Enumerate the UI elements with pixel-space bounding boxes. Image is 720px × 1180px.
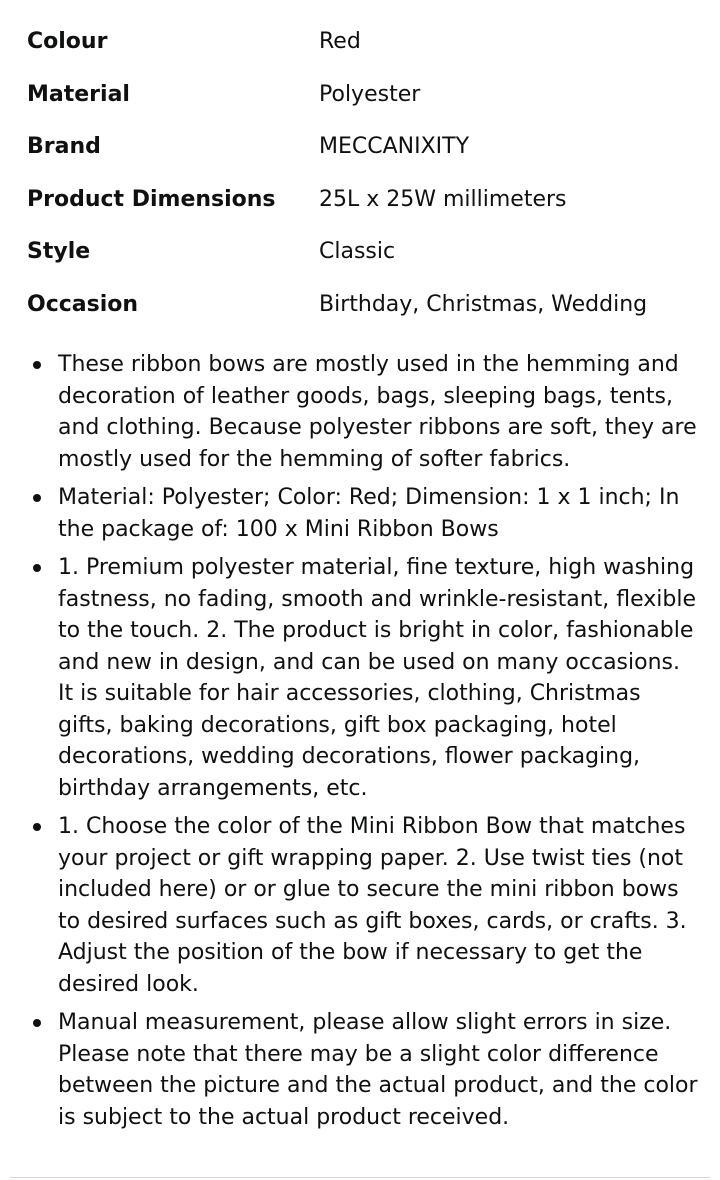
spec-label: Style — [27, 239, 91, 264]
list-item — [27, 1007, 699, 1133]
spec-label: Product Dimensions — [27, 186, 276, 212]
bullet-icon — [33, 1019, 41, 1027]
list-item — [27, 349, 699, 475]
bullet-text: 1. Choose the color of the Mini Ribbon Bow that matches your project or gift wrapping paper. 2. Use twist ties (not included here) or or glue to secure the mini ribbon bows to desired surfaces such as gift boxes, cards, or crafts. 3. Adjust the position of the bow if necessary to get the desired look. — [58, 814, 687, 997]
list-item — [27, 811, 699, 1000]
spec-value: Red — [319, 29, 361, 54]
spec-label: Occasion — [27, 291, 139, 317]
bullet-text: 1. Premium polyester material, fine texture, high washing fastness, no fading, smooth and wrinkle-resistant, flexible to the touch. 2. The product is bright in color, fashionable and new in design, and can be used on many occasions. It is suitable for hair accessories, clothing, Christmas gifts, baking decorations, gift box packaging, hotel decorations, wedding decorations, flower packaging, birthday arrangements, etc. — [58, 555, 697, 801]
list-item — [27, 482, 699, 545]
spec-value: Polyester — [319, 81, 421, 107]
about-this-item-list — [27, 349, 699, 1140]
bullet-icon — [33, 494, 41, 502]
product-specs-table — [27, 24, 707, 339]
spec-row-colour — [27, 24, 707, 77]
spec-value: MECCANIXITY — [319, 134, 470, 159]
spec-row-style — [27, 234, 707, 287]
bullet-icon — [33, 564, 41, 572]
spec-row-product-dimensions — [27, 182, 707, 235]
spec-value: 25L x 25W millimeters — [319, 186, 567, 212]
spec-label: Colour — [27, 29, 108, 54]
bullet-text: These ribbon bows are mostly used in the hemming and decoration of leather goods, bags, sleeping bags, tents, and clothing. Because polyester ribbons are soft, they are mostly used for the hemming of softer fabrics. — [58, 352, 697, 472]
bullet-icon — [33, 823, 41, 831]
bullet-icon — [33, 361, 41, 369]
list-item — [27, 552, 699, 804]
spec-row-material — [27, 77, 707, 130]
spec-row-brand — [27, 129, 707, 182]
bullet-text: Material: Polyester; Color: Red; Dimension: 1 x 1 inch; In the package of: 100 x Mini Ribbon Bows — [58, 485, 680, 542]
spec-label: Brand — [27, 134, 101, 159]
spec-value: Classic — [319, 239, 396, 264]
section-divider — [10, 1177, 710, 1178]
spec-row-occasion — [27, 287, 707, 340]
bullet-text: Manual measurement, please allow slight errors in size. Please note that there may be a slight color difference between the picture and the actual product, and the color is subject to the actual product received. — [58, 1010, 698, 1130]
spec-label: Material — [27, 81, 130, 107]
spec-value: Birthday, Christmas, Wedding — [319, 291, 648, 317]
